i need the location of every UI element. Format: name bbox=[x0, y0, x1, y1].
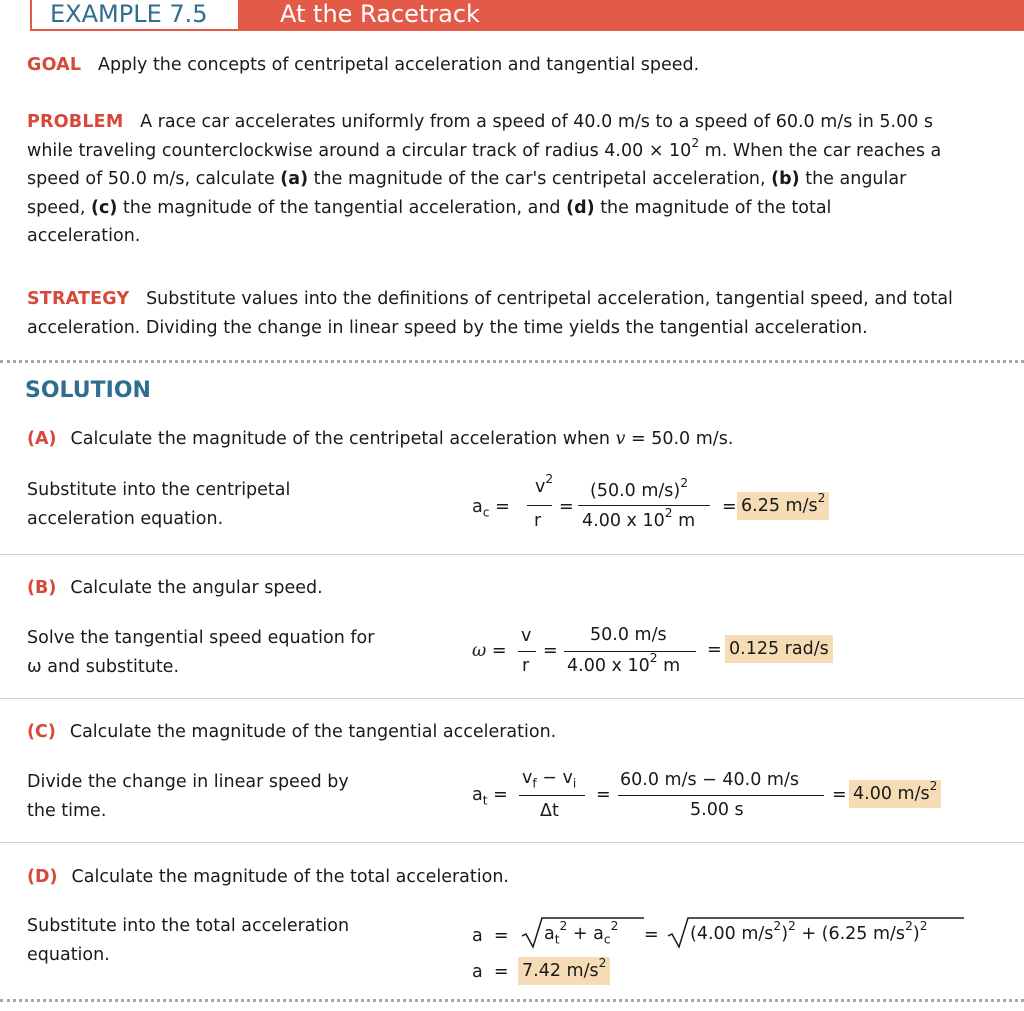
goal-label: GOAL bbox=[27, 55, 82, 75]
goal-text: Apply the concepts of centripetal acceleration and tangential speed. bbox=[97, 55, 700, 75]
part-a-description: Substitute into the centripetal acceleration equation. bbox=[27, 480, 291, 529]
part-tag-c: (c) bbox=[91, 197, 118, 218]
problem-line-2: while traveling counterclockwise around a circular track of radius $4.00 \times 10^2$ m. When the car reaches a bbox=[27, 135, 942, 161]
part-a-result: 6.25 $m/s^2$ bbox=[737, 492, 829, 520]
part-c-heading: (C) Calculate the magnitude of the tangential acceleration. bbox=[27, 722, 557, 742]
part-b-heading: (B) Calculate the angular speed. bbox=[27, 578, 323, 598]
strategy-section bbox=[27, 285, 1022, 342]
part-d-heading: (D) Calculate the magnitude of the total acceleration. bbox=[27, 867, 509, 887]
example-title: At the Racetrack bbox=[240, 0, 1024, 31]
part-d-result: 7.42 $m/s^2$ bbox=[518, 957, 610, 985]
part-a-heading: (A) Calculate the magnitude of the centripetal acceleration when v = 50.0 m/s. bbox=[27, 429, 734, 449]
part-c-result: 4.00 $m/s^2$ bbox=[849, 780, 941, 808]
strategy-label: STRATEGY bbox=[27, 289, 130, 309]
part-c-description: Divide the change in linear speed by the time. bbox=[27, 772, 349, 821]
example-number: EXAMPLE 7.5 bbox=[30, 0, 240, 31]
strategy-line-2: acceleration. Dividing the change in linear speed by the time yields the tangential acceleration. bbox=[27, 317, 868, 338]
goal-section bbox=[27, 51, 699, 80]
divider-c-d bbox=[0, 842, 1024, 843]
part-d-description: Substitute into the total acceleration equation. bbox=[27, 916, 350, 965]
problem-line-5: acceleration. bbox=[27, 226, 141, 246]
problem-label: PROBLEM bbox=[27, 112, 124, 132]
part-b-description: Solve the tangential speed equation for ω and substitute. bbox=[27, 628, 375, 677]
section-divider-top bbox=[0, 360, 1024, 363]
divider-b-c bbox=[0, 698, 1024, 699]
part-tag-a: (a) bbox=[280, 169, 309, 189]
divider-a-b bbox=[0, 554, 1024, 555]
problem-line-4: speed, (c) the magnitude of the tangential acceleration, and (d) the magnitude of the total bbox=[27, 197, 832, 218]
example-header bbox=[0, 0, 1024, 33]
part-b-result: 0.125 rad/s bbox=[725, 635, 833, 663]
solution-title: SOLUTION bbox=[25, 378, 151, 403]
problem-line-1: A race car accelerates uniformly from a speed of 40.0 m/s to a speed of 60.0 m/s in 5.00 s bbox=[140, 112, 934, 132]
problem-line-3: speed of 50.0 m/s, calculate (a) the magnitude of the car's centripetal acceleration, (b) the angular bbox=[27, 169, 907, 189]
part-tag-b: (b) bbox=[771, 169, 800, 189]
problem-section bbox=[27, 108, 1017, 251]
part-tag-d: (d) bbox=[566, 197, 595, 218]
strategy-line-1: Substitute values into the definitions of centripetal acceleration, tangential speed, and total bbox=[146, 289, 953, 309]
section-divider-bottom bbox=[0, 999, 1024, 1002]
